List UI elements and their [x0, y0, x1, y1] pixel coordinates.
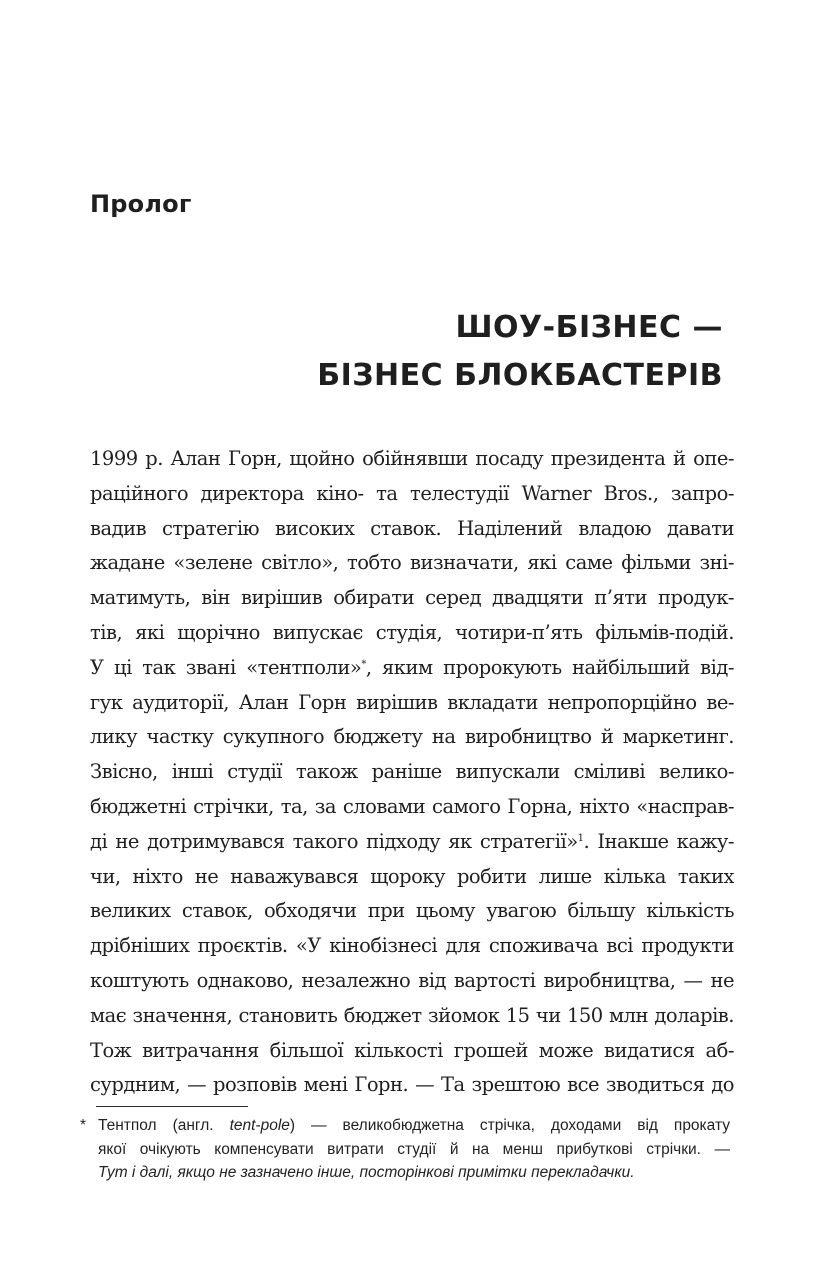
body-line: коштують однаково, незалежно від вартості виробництва, — не — [90, 968, 734, 992]
footnote-text: ) — великобюджетна стрічка, доходами від прокату — [289, 1117, 730, 1134]
footnote-line: якої очікують компенсувати витрати студії й на менш прибуткові стрічки. — — [98, 1140, 730, 1158]
body-line-part: , яким пророкують найбільший від- — [365, 655, 734, 679]
chapter-title-line: ШОУ-БІЗНЕС — — [455, 310, 723, 345]
body-line — [90, 651, 734, 686]
body-line: раційного директора кіно- та телестудії Warner Bros., запро- — [90, 481, 734, 505]
body-line: Тож витрачання більшої кількості грошей може видатися аб- — [90, 1038, 734, 1062]
footnote-ref-asterisk[interactable]: * — [361, 658, 366, 670]
body-line: сурдним, — розповів мені Горн. — Та зрештою все зводиться до — [90, 1073, 734, 1097]
body-line: матимуть, він вирішив обирати серед двадцяти п’яти продук- — [90, 586, 734, 610]
body-line: тів, які щорічно випускає студія, чотири-п’ять фільмів-подій. — [90, 620, 734, 644]
footnote-line — [80, 1161, 730, 1185]
body-line-part: У ці так звані «тентполи» — [90, 655, 362, 679]
body-line: гук аудиторії, Алан Горн вирішив вкладати непропорційно ве- — [90, 690, 734, 714]
body-line — [90, 825, 734, 860]
body-line-part: ді не дотримувався такого підходу як стратегії» — [90, 829, 578, 853]
body-line: Звісно, інші студії також раніше випускали сміливі велико- — [90, 760, 734, 784]
footnote-note: Тут і далі, якщо не зазначено інше, посторінкові примітки перекладачки. — [98, 1164, 635, 1181]
footnote-text: Тентпол (англ. — [98, 1117, 230, 1134]
chapter-label: Пролог — [90, 190, 192, 218]
body-text — [90, 442, 734, 1103]
chapter-title — [317, 304, 723, 400]
footnote-marker: * — [80, 1117, 87, 1134]
body-line: дрібніших проєктів. «У кінобізнесі для споживача всі продукти — [90, 934, 734, 958]
body-line: має значення, становить бюджет зйомок 15 чи 150 млн доларів. — [90, 1003, 734, 1027]
footnote-line — [80, 1114, 730, 1138]
body-line-part: . Інакше кажу- — [583, 829, 734, 853]
body-line: чи, ніхто не наважувався щороку робити лише кілька таких — [90, 864, 734, 888]
body-line: бюджетні стрічки, та, за словами самого Горна, ніхто «насправ- — [90, 794, 734, 818]
footnote — [80, 1114, 730, 1185]
body-line: вадив стратегію високих ставок. Наділений владою давати — [90, 516, 734, 540]
body-line: жадане «зелене світло», тобто визначати, які саме фільми зні- — [90, 551, 734, 575]
footnote-term: tent-pole — [229, 1117, 290, 1134]
endnote-ref-1[interactable]: 1 — [577, 832, 584, 844]
body-line: 1999 р. Алан Горн, щойно обійнявши посаду президента й опе- — [90, 447, 734, 470]
chapter-title-line: БІЗНЕС БЛОКБАСТЕРІВ — [317, 358, 723, 393]
footnote-divider — [96, 1106, 248, 1107]
body-line: великих ставок, обходячи при цьому увагою більшу кількість — [90, 899, 734, 923]
body-line: лику частку сукупного бюджету на виробництво й маркетинг. — [90, 725, 734, 749]
